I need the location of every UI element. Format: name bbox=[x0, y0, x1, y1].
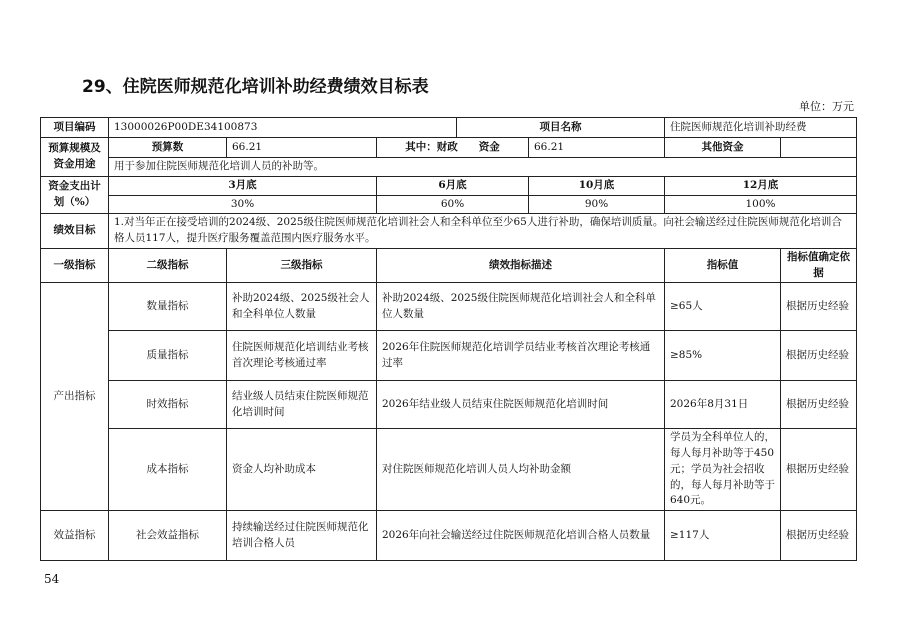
project-name-label: 项目名称 bbox=[457, 118, 665, 138]
table-row bbox=[41, 283, 857, 331]
performance-table bbox=[40, 117, 857, 561]
plan-value-1: 30% bbox=[109, 195, 377, 214]
unit-label: 单位：万元 bbox=[799, 100, 854, 113]
level3-cell: 结业级人员结束住院医师规范化培训时间 bbox=[227, 381, 377, 429]
plan-period-3: 10月底 bbox=[529, 176, 665, 195]
page-number: 54 bbox=[44, 572, 60, 586]
header-value: 指标值 bbox=[665, 248, 781, 283]
value-cell: 2026年8月31日 bbox=[665, 381, 781, 429]
description-cell: 2026年向社会输送经过住院医师规范化培训合格人员数量 bbox=[377, 511, 665, 561]
description-cell: 2026年结业级人员结束住院医师规范化培训时间 bbox=[377, 381, 665, 429]
table-row bbox=[41, 429, 857, 511]
level2-cell: 质量指标 bbox=[109, 331, 227, 381]
goal-label: 绩效目标 bbox=[41, 214, 109, 249]
level3-cell: 住院医师规范化培训结业考核首次理论考核通过率 bbox=[227, 331, 377, 381]
project-code: 13000026P00DE34100873 bbox=[109, 118, 457, 138]
level1-benefit: 效益指标 bbox=[41, 511, 109, 561]
plan-label: 资金支出计划（%） bbox=[41, 176, 109, 214]
budget-purpose: 用于参加住院医师规范化培训人员的补助等。 bbox=[109, 158, 857, 177]
basis-cell: 根据历史经验 bbox=[781, 381, 857, 429]
plan-value-3: 90% bbox=[529, 195, 665, 214]
budget-label: 预算数 bbox=[109, 138, 227, 158]
table-row bbox=[41, 511, 857, 561]
level3-cell: 补助2024级、2025级社会人和全科单位人数量 bbox=[227, 283, 377, 331]
description-cell: 补助2024级、2025级住院医师规范化培训社会人和全科单位人数量 bbox=[377, 283, 665, 331]
other-funds-label: 其他资金 bbox=[665, 138, 781, 158]
description-cell: 2026年住院医师规范化培训学员结业考核首次理论考核通过率 bbox=[377, 331, 665, 381]
plan-period-2: 6月底 bbox=[377, 176, 529, 195]
description-cell: 对住院医师规范化培训人员人均补助金额 bbox=[377, 429, 665, 511]
goal-text: 1.对当年正在接受培训的2024级、2025级住院医师规范化培训社会人和全科单位至少65人进行补助，确保培训质量。向社会输送经过住院医师规范化培训合格人员117人，提升医疗服务覆盖范围内医疗服务水平。 bbox=[109, 214, 857, 249]
table-row bbox=[41, 331, 857, 381]
header-level3: 三级指标 bbox=[227, 248, 377, 283]
basis-cell: 根据历史经验 bbox=[781, 331, 857, 381]
plan-period-1: 3月底 bbox=[109, 176, 377, 195]
plan-value-2: 60% bbox=[377, 195, 529, 214]
project-name: 住院医师规范化培训补助经费 bbox=[665, 118, 857, 138]
level3-cell: 持续输送经过住院医师规范化培训合格人员 bbox=[227, 511, 377, 561]
basis-cell: 根据历史经验 bbox=[781, 429, 857, 511]
plan-period-4: 12月底 bbox=[665, 176, 857, 195]
header-basis: 指标值确定依据 bbox=[781, 248, 857, 283]
level1-output: 产出指标 bbox=[41, 283, 109, 511]
level2-cell: 成本指标 bbox=[109, 429, 227, 511]
basis-cell: 根据历史经验 bbox=[781, 283, 857, 331]
value-cell: ≥65人 bbox=[665, 283, 781, 331]
level2-cell: 时效指标 bbox=[109, 381, 227, 429]
budget-scale-label: 预算规模及资金用途 bbox=[41, 138, 109, 177]
table-row bbox=[41, 381, 857, 429]
plan-value-4: 100% bbox=[665, 195, 857, 214]
level2-cell: 数量指标 bbox=[109, 283, 227, 331]
level3-cell: 资金人均补助成本 bbox=[227, 429, 377, 511]
value-cell: ≥117人 bbox=[665, 511, 781, 561]
value-cell: 学员为全科单位人的，每人每月补助等于450元；学员为社会招收的，每人每月补助等于640元。 bbox=[665, 429, 781, 511]
header-level1: 一级指标 bbox=[41, 248, 109, 283]
level2-cell: 社会效益指标 bbox=[109, 511, 227, 561]
header-description: 绩效指标描述 bbox=[377, 248, 665, 283]
page-title: 29、住院医师规范化培训补助经费绩效目标表 bbox=[82, 77, 429, 97]
fiscal-funds-label: 其中：财政 资金 bbox=[377, 138, 529, 158]
header-level2: 二级指标 bbox=[109, 248, 227, 283]
fiscal-funds-value: 66.21 bbox=[529, 138, 665, 158]
basis-cell: 根据历史经验 bbox=[781, 511, 857, 561]
project-code-label: 项目编码 bbox=[41, 118, 109, 138]
value-cell: ≥85% bbox=[665, 331, 781, 381]
budget-value: 66.21 bbox=[227, 138, 377, 158]
other-funds-value bbox=[781, 138, 857, 158]
